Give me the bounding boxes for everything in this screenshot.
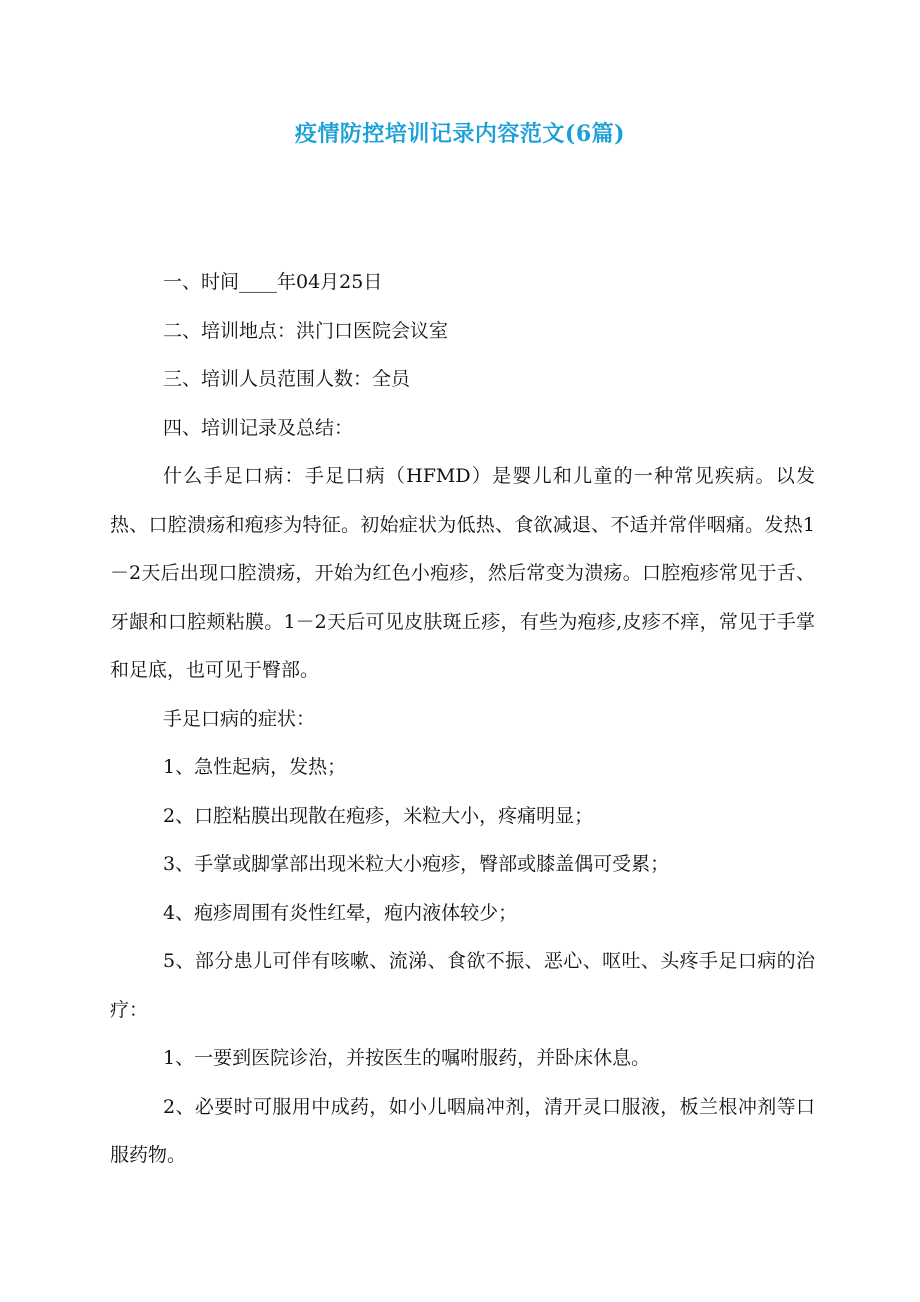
paragraph-symptom-1: 1、急性起病，发热； (163, 756, 347, 778)
paragraph-treatment-1: 1、一要到医院诊治，并按医生的嘱咐服药，并卧床休息。 (163, 1047, 651, 1069)
document-title: 疫情防控培训记录内容范文(6篇) (294, 121, 626, 147)
paragraph-symptom-5: 5、部分患儿可伴有咳嗽、流涕、食欲不振、恶心、呕吐、头疼手足口病的治疗： (110, 950, 815, 1021)
paragraph-location: 二、培训地点：洪门口医院会议室 (163, 319, 449, 342)
paragraph-hfmd-definition: 什么手足口病：手足口病（HFMD）是婴儿和儿童的一种常见疾病。以发热、口腔溃疡和疱疹为特征。初始症状为低热、食欲减退、不适并常伴咽痛。发热1－2天后出现口腔溃疡，开始为红色小疱疹，然后常变为溃疡。口腔疱疹常见于舌、牙龈和口腔颊粘膜。1－2天后可见皮肤斑丘疹，有些为疱疹,皮疹不痒，常见于手掌和足底，也可见于臀部。 (110, 465, 815, 681)
paragraph-symptom-4: 4、疱疹周围有炎性红晕，疱内液体较少； (163, 901, 518, 924)
paragraph-symptoms-heading: 手足口病的症状： (163, 707, 316, 730)
document-body (110, 258, 815, 1180)
paragraph-symptom-3: 3、手掌或脚掌部出现米粒大小疱疹，臀部或膝盖偶可受累； (163, 853, 670, 875)
paragraph-symptom-2: 2、口腔粘膜出现散在疱疹，米粒大小，疼痛明显； (163, 804, 594, 827)
paragraph-attendees: 三、培训人员范围人数：全员 (163, 368, 411, 390)
paragraph-treatment-2: 2、必要时可服用中成药，如小儿咽扁冲剂，清开灵口服液，板兰根冲剂等口服药物。 (110, 1095, 815, 1166)
paragraph-time: 一、时间____年04月25日 (163, 271, 383, 293)
paragraph-summary-heading: 四、培训记录及总结： (163, 416, 354, 439)
